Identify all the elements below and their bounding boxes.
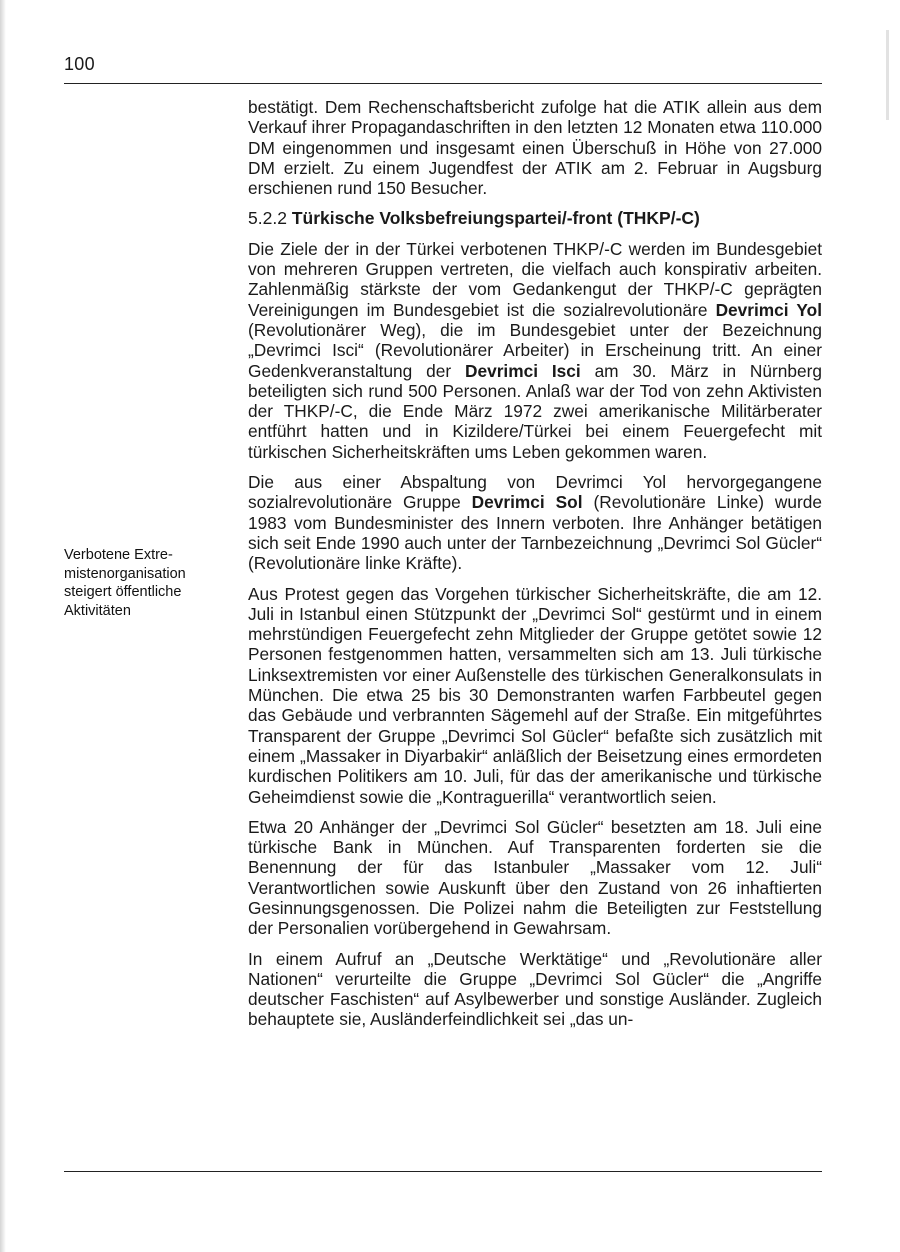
paragraph-devrimci-sol — [248, 472, 822, 573]
paragraph-bank-occupation: Etwa 20 Anhänger der „Devrimci Sol Gücler“ besetzten am 18. Juli eine türkische Bank in München. Auf Transparenten forderten sie die Benennung der für das Istanbuler „Massaker vom 12. Juli“ Verantwortlichen sowie Auskunft über den Zustand von 26 inhaftierten Gesinnungsgenossen. Die Polizei nahm die Beteiligten zur Feststellung der Personalien vorübergehend in Gewahrsam. — [248, 816, 822, 939]
body-column — [248, 97, 822, 1040]
text-run: (Revolutionäre Linke) wurde 1983 vom Bundesminister des Innern verboten. Ihre Anhänger betätigen sich seit Ende 1990 auch unter der Tarnbezeichnung „Devrimci Sol Gücler“ (Revolutionäre linke Kräfte). — [248, 492, 822, 574]
text-run: Die Ziele der in der Türkei verbotenen THKP/-C werden im Bundesgebiet von mehreren Gruppen vertreten, die vielfach auch konspirativ arbeiten. Zahlenmäßig stärkste der vom Gedankengut der THKP/-C geprägten Vereinigungen im Bundesgebiet ist die sozialrevolutionäre — [248, 238, 822, 320]
paragraph-appeal: In einem Aufruf an „Deutsche Werktätige“ und „Revolutionäre aller Nationen“ verurteilte die Gruppe „Devrimci Sol Gücler“ die „Angriffe deutscher Faschisten“ auf Asylbewerber und sonstige Ausländer. Zugleich behauptete sie, Ausländerfeindlichkeit sei „das un- — [248, 948, 822, 1030]
text-run: Die aus einer Abspaltung von Devrimci Yol hervorgegangene sozialrevolutionäre Gruppe — [248, 472, 822, 513]
text-run: (Revolutionärer Weg), die im Bundesgebiet unter der Bezeichnung „Devrimci Isci“ (Revolutionärer Arbeiter) in Erscheinung tritt. An einer Gedenkveranstaltung der — [248, 319, 822, 381]
scan-edge-mark — [886, 30, 889, 120]
org-name-devrimci-isci: Devrimci Isci — [465, 360, 581, 381]
footer-rule — [64, 1171, 822, 1172]
paragraph-protest: Aus Protest gegen das Vorgehen türkischer Sicherheitskräfte, die am 12. Juli in Istanbul einen Stützpunkt der „Devrimci Sol“ gestürmt und in einem mehrstündigen Feuergefecht zehn Mitglieder der Gruppe getötet sowie 12 Personen festgenommen hatten, versammelten sich am 13. Juli türkische Linksextremisten vor einer Außenstelle des türkischen Generalkonsulats in München. Die etwa 25 bis 30 Demonstranten warfen Farbbeutel gegen das Gebäude und verbrannten Sägemehl auf der Straße. Ein mitgeführtes Transparent der Gruppe „Devrimci Sol Gücler“ befaßte sich zusätzlich mit einem „Massaker in Diyarbakir“ anläßlich der Beisetzung eines ermordeten kurdischen Politikers am 10. Juli, für das der amerikanische und türkische Geheimdienst sowie die „Kontraguerilla“ verantwortlich seien. — [248, 583, 822, 807]
intro-paragraph: bestätigt. Dem Rechenschaftsbericht zufolge hat die ATIK allein aus dem Verkauf ihrer Propagandaschriften in den letzten 12 Monaten etwa 110.000 DM eingenommen und insgesamt einen Überschuß in Höhe von 27.000 DM erzielt. Zu einem Jugendfest der ATIK am 2. Februar in Augsburg erschienen rund 150 Besucher. — [248, 97, 822, 199]
margin-note: Verbotene Extre-mistenorganisation steigert öffentliche Aktivitäten — [64, 547, 186, 619]
org-name-devrimci-yol: Devrimci Yol — [715, 299, 822, 320]
text-run: am 30. März in Nürnberg beteiligten sich rund 500 Personen. Anlaß war der Tod von zehn Aktivisten der THKP/-C, die Ende März 1972 zwei amerikanische Militärberater entführt hatten und in Kizildere/Türkei bei einem Feuergefecht mit türkischen Sicherheitskräften ums Leben gekommen waren. — [248, 360, 822, 462]
header-rule — [64, 83, 822, 84]
scan-edge-shadow — [0, 0, 6, 1252]
paragraph-thkp-c — [248, 239, 822, 462]
org-name-devrimci-sol: Devrimci Sol — [471, 492, 583, 513]
section-number: 5.2.2 — [248, 208, 287, 229]
section-heading — [248, 208, 822, 228]
section-title: Türkische Volksbefreiungspartei/-front (THKP/-C) — [291, 208, 700, 229]
page-number: 100 — [64, 54, 95, 74]
